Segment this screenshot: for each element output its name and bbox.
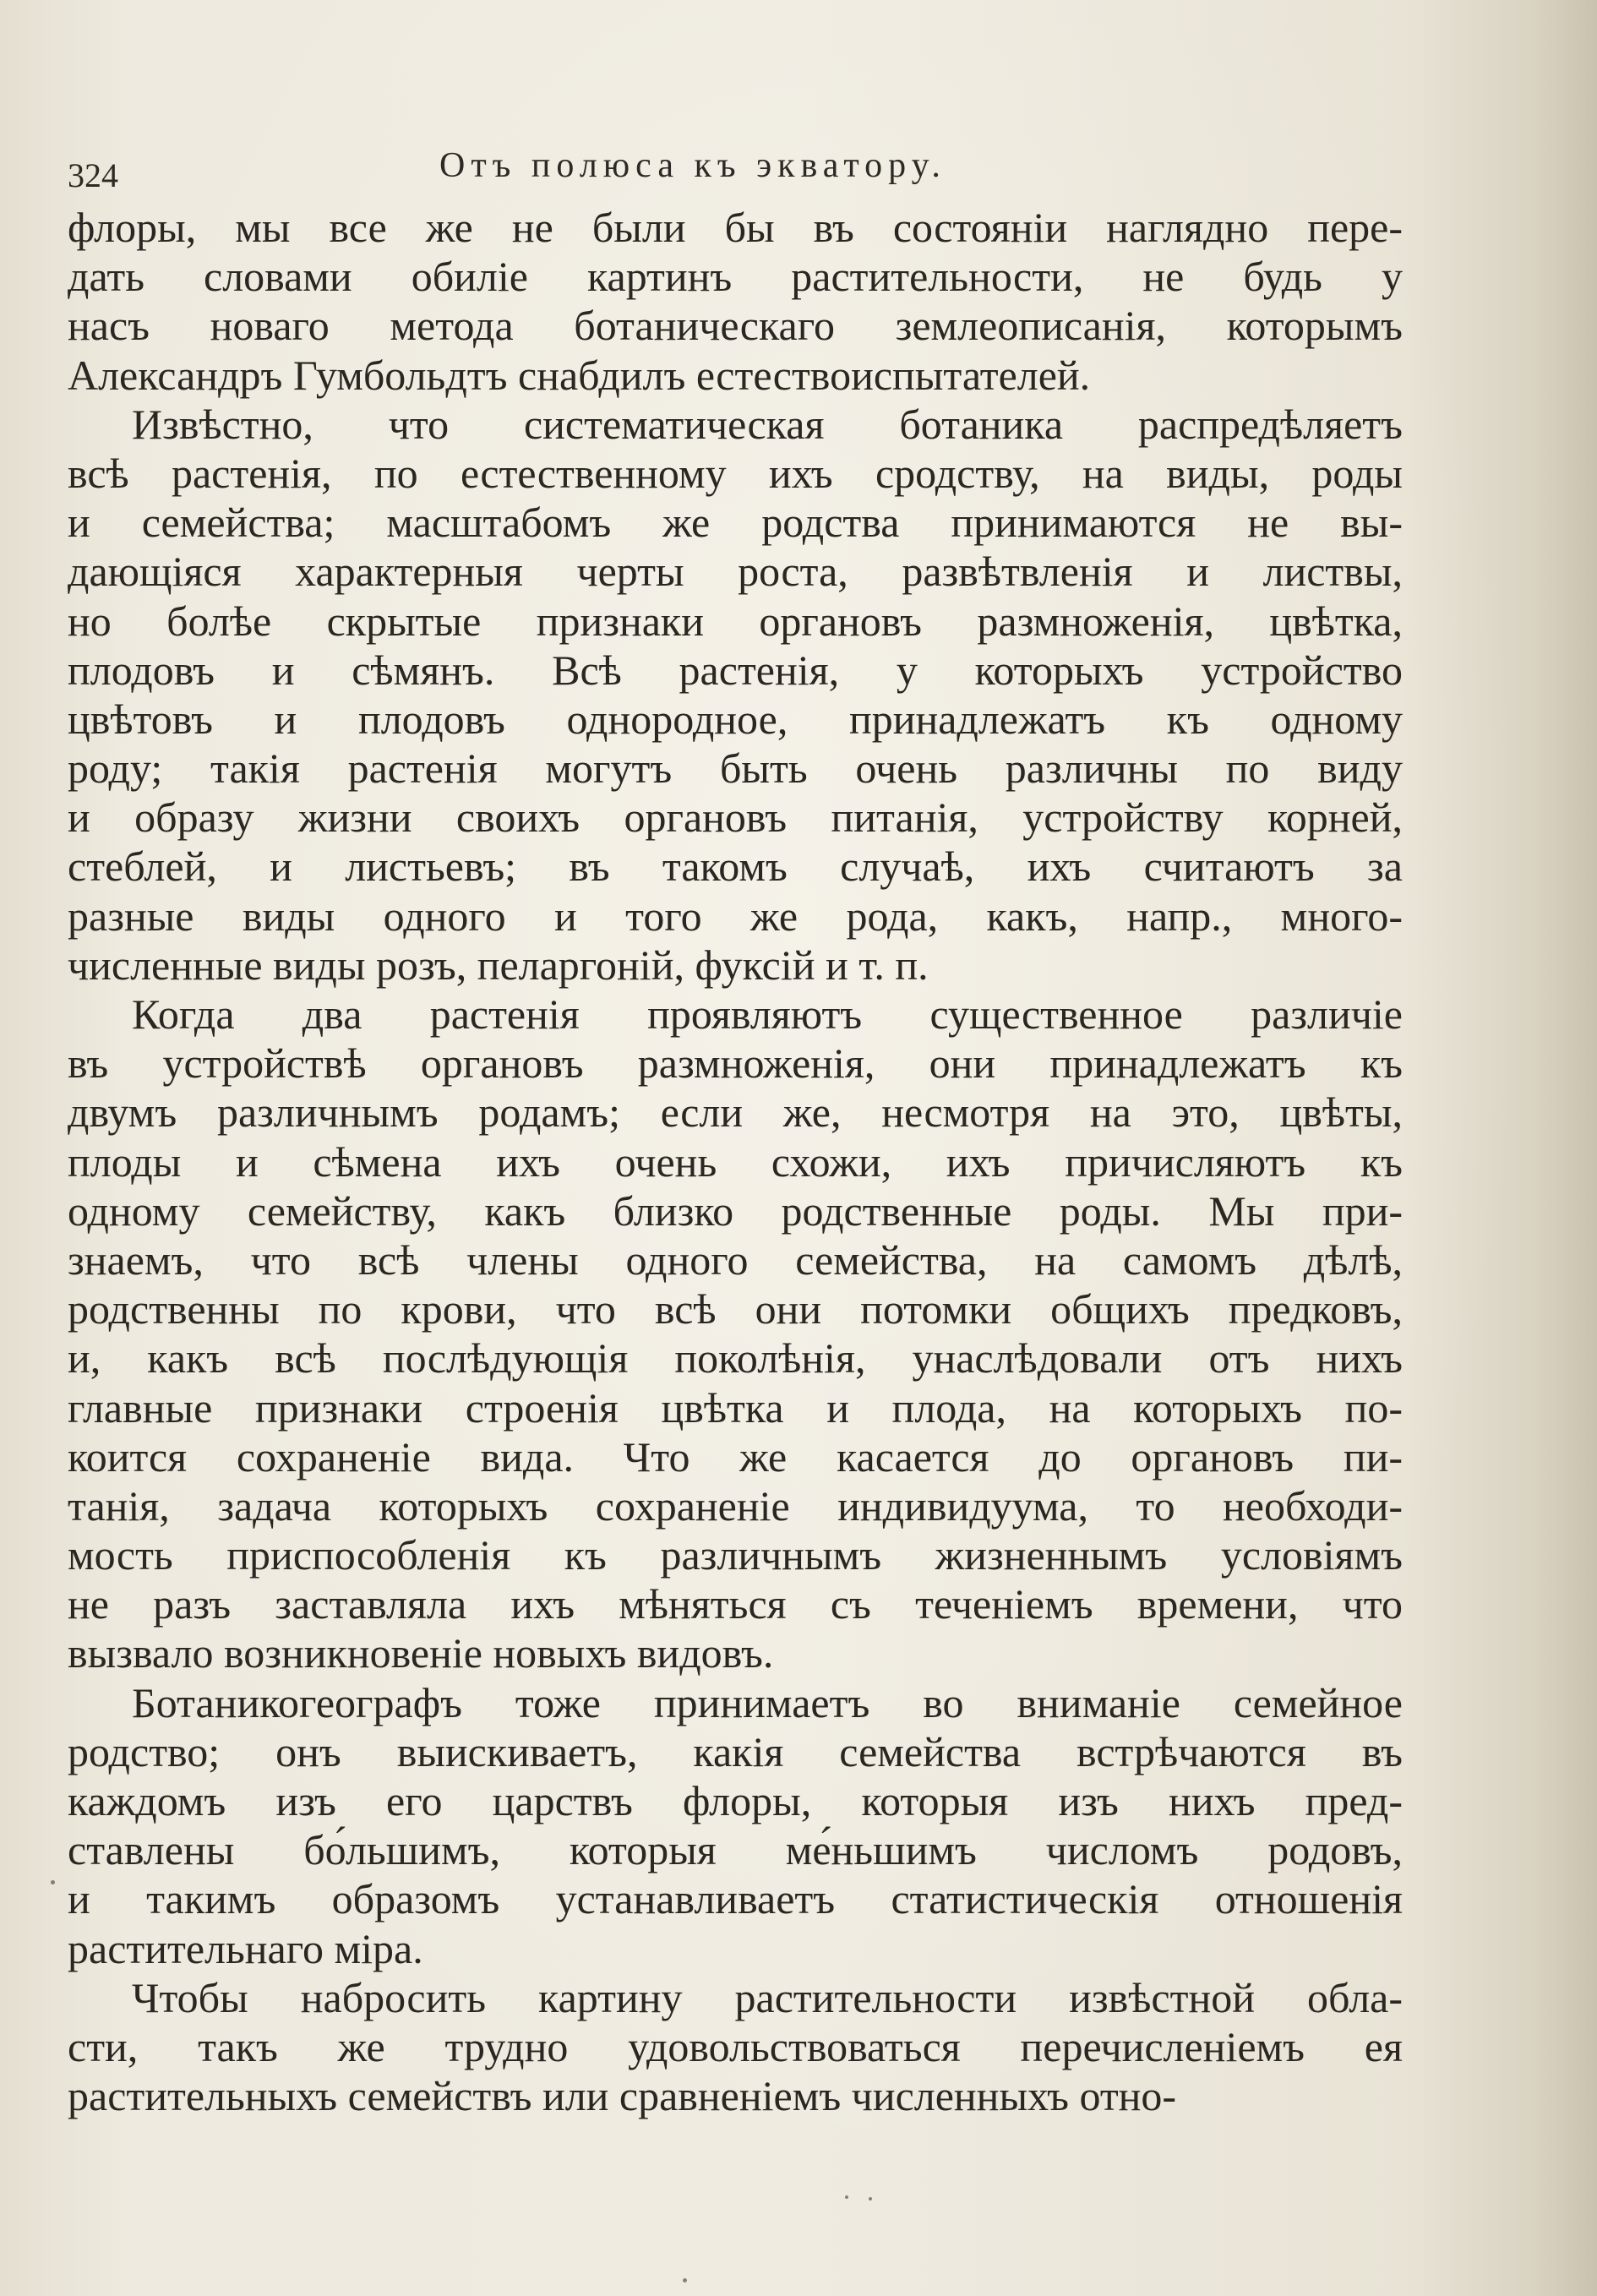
text-line: вызвало возникновеніе новыхъ видовъ. — [68, 1629, 774, 1677]
text-line: въ устройствѣ органовъ размноженія, они принадлежатъ къ — [68, 1039, 1403, 1088]
text-line: дающіяся характерныя черты роста, развѣтвленія и листвы, — [68, 548, 1403, 596]
text-line: одному семейству, какъ близко родственные роды. Мы при- — [68, 1186, 1403, 1235]
text-line: знаемъ, что всѣ члены одного семейства, на самомъ дѣлѣ, — [68, 1235, 1403, 1284]
print-speck — [51, 1880, 55, 1884]
text-line: Ботаникогеографъ тоже принимаетъ во вниманіе семейное — [132, 1678, 1403, 1726]
text-line: коится сохраненіе вида. Что же касается до органовъ пи- — [68, 1432, 1403, 1481]
text-line: родственны по крови, что всѣ они потомки общихъ предковъ, — [68, 1285, 1403, 1333]
text-line: сти, такъ же трудно удовольствоваться перечисленіемъ ея — [68, 2022, 1403, 2070]
text-line: Извѣстно, что систематическая ботаника распредѣляетъ — [132, 400, 1403, 448]
text-line: насъ новаго метода ботаническаго землеописанія, которымъ — [68, 302, 1403, 350]
text-line: дать словами обиліе картинъ растительности, не будь у — [68, 253, 1403, 301]
paragraph — [68, 203, 1403, 400]
text-line: роду; такія растенія могутъ быть очень различны по виду — [68, 744, 1403, 793]
page-number: 324 — [68, 156, 118, 194]
text-line: растительнаго міра. — [68, 1924, 423, 1972]
text-line: Александръ Гумбольдтъ снабдилъ естествоиспытателей. — [68, 351, 1091, 399]
text-line: и, какъ всѣ послѣдующія поколѣнія, унаслѣдовали отъ нихъ — [68, 1334, 1403, 1383]
text-line: родство; онъ выискиваетъ, какія семейства встрѣчаются въ — [68, 1727, 1403, 1775]
text-line: но болѣе скрытые признаки органовъ размноженія, цвѣтка, — [68, 597, 1403, 645]
text-line: мость приспособленія къ различнымъ жизненнымъ условіямъ — [68, 1531, 1403, 1579]
body-text — [68, 203, 1403, 2120]
text-line: растительныхъ семействъ или сравненіемъ численныхъ отно- — [68, 2072, 1177, 2120]
print-speck — [869, 2197, 872, 2201]
text-line: танія, задача которыхъ сохраненіе индивидуума, то необходи- — [68, 1481, 1403, 1530]
text-line: ставлены бо́льшимъ, которыя ме́ньшимъ числомъ родовъ, — [68, 1826, 1403, 1874]
text-line: плодовъ и сѣмянъ. Всѣ растенія, у которыхъ устройство — [68, 646, 1403, 694]
text-line: двумъ различнымъ родамъ; если же, несмотря на это, цвѣты, — [68, 1088, 1403, 1137]
text-line: и образу жизни своихъ органовъ питанія, устройству корней, — [68, 794, 1403, 842]
text-line: не разъ заставляла ихъ мѣняться съ теченіемъ времени, что — [68, 1580, 1403, 1628]
text-line: стеблей, и листьевъ; въ такомъ случаѣ, ихъ считаютъ за — [68, 843, 1403, 891]
text-line: каждомъ изъ его царствъ флоры, которыя изъ нихъ пред- — [68, 1777, 1403, 1824]
text-line: разные виды одного и того же рода, какъ, напр., много- — [68, 892, 1403, 940]
print-speck — [683, 2278, 687, 2282]
text-line: флоры, мы все же не были бы въ состояніи наглядно пере- — [68, 204, 1403, 251]
paragraph — [68, 1973, 1403, 2121]
paragraph — [68, 400, 1403, 990]
text-line: цвѣтовъ и плодовъ однородное, принадлежатъ къ одному — [68, 695, 1403, 743]
text-line: плоды и сѣмена ихъ очень схожи, ихъ причисляютъ къ — [68, 1137, 1403, 1186]
text-line: всѣ растенія, по естественному ихъ сродству, на виды, роды — [68, 449, 1403, 497]
text-line: Когда два растенія проявляютъ существенное различіе — [132, 990, 1403, 1038]
running-head — [68, 145, 1386, 196]
text-line: Чтобы набросить картину растительности извѣстной обла- — [132, 1973, 1403, 2021]
text-line: и семейства; масштабомъ же родства принимаются не вы- — [68, 499, 1403, 547]
text-line: главные признаки строенія цвѣтка и плода, на которыхъ по- — [68, 1383, 1403, 1432]
text-line: и такимъ образомъ устанавливаетъ статистическія отношенія — [68, 1875, 1403, 1923]
running-title: Отъ полюса къ экватору. — [439, 146, 946, 185]
text-line: численные виды розъ, пеларгоній, фуксій и т. п. — [68, 941, 929, 989]
paragraph — [68, 1678, 1403, 1973]
paragraph — [68, 990, 1403, 1678]
print-speck — [845, 2195, 848, 2199]
